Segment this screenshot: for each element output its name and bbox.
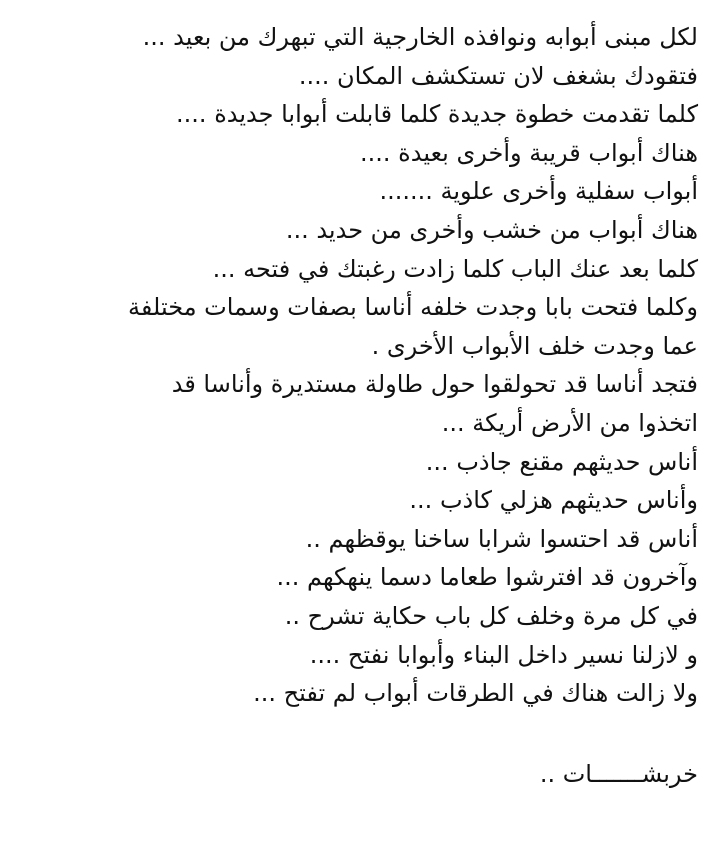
poem-line-8: وكلما فتحت بابا وجدت خلفه أناسا بصفات وسمات مختلفة — [128, 293, 698, 322]
blank-line — [12, 713, 698, 752]
poem-line-4: هناك أبواب قريبة وأخرى بعيدة .... — [360, 138, 698, 167]
poem-line-13: وأناس حديثهم هزلي كاذب ... — [409, 486, 698, 515]
poem-line-2: فتقودك بشغف لان تستكشف المكان .... — [298, 61, 698, 90]
poem-line-14: أناس قد احتسوا شرابا ساخنا يوقظهم .. — [305, 524, 698, 553]
poem-line-1: لكل مبنى أبوابه ونوافذه الخارجية التي تبهرك من بعيد ... — [142, 23, 698, 51]
poem-line-12: أناس حديثهم مقنع جاذب ... — [425, 447, 698, 476]
poem-text — [12, 18, 698, 713]
poem-line-18: ولا زالت هناك في الطرقات أبواب لم تفتح ... — [253, 679, 698, 708]
poem-line-3: كلما تقدمت خطوة جديدة كلما قابلت أبوابا جديدة .... — [176, 100, 698, 129]
poem-line-15: وآخرون قد افترشوا طعاما دسما ينهكهم ... — [276, 563, 698, 592]
poem-line-7: كلما بعد عنك الباب كلما زادت رغبتك في فتحه ... — [212, 254, 698, 283]
poem-line-9: عما وجدت خلف الأبواب الأخرى . — [371, 331, 698, 360]
poem-line-16: في كل مرة وخلف كل باب حكاية تشرح .. — [284, 601, 698, 630]
poem-line-17: و لازلنا نسير داخل البناء وأبوابا نفتح .... — [309, 640, 698, 669]
signature: خربشـــــــات .. — [539, 760, 698, 789]
poem-line-10: فتجد أناسا قد تحولقوا حول طاولة مستديرة وأناسا قد — [171, 370, 698, 399]
poem-line-6: هناك أبواب من خشب وأخرى من حديد ... — [285, 215, 698, 244]
poem-line-11: اتخذوا من الأرض أريكة ... — [441, 408, 698, 437]
poem-line-5: أبواب سفلية وأخرى علوية ....... — [379, 177, 698, 206]
